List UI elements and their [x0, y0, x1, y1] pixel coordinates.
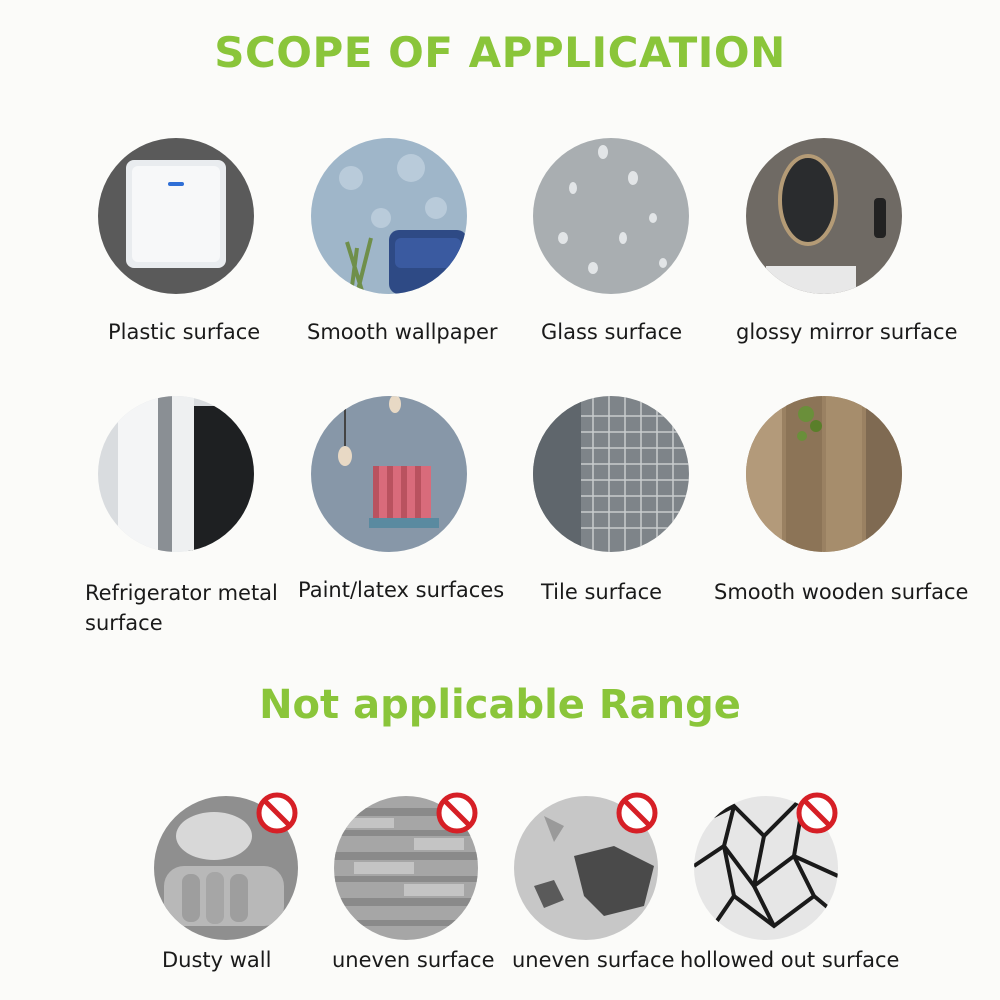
wood-image: [746, 396, 902, 552]
label-mirror: glossy mirror surface: [736, 320, 958, 344]
wallpaper-image: [311, 138, 467, 294]
prohibited-icon: [796, 792, 838, 834]
prohibited-icon: [616, 792, 658, 834]
plastic-switch-image: [98, 138, 254, 294]
prohibited-icon: [436, 792, 478, 834]
not-applicable-title: Not applicable Range: [259, 682, 741, 728]
glass-drops-image: [533, 138, 689, 294]
painted-wall-image: [311, 396, 467, 552]
label-wallpaper: Smooth wallpaper: [307, 320, 498, 344]
label-dusty-wall: Dusty wall: [162, 948, 272, 972]
tile-image: [533, 396, 689, 552]
label-refrigerator: Refrigerator metal surface: [85, 581, 278, 635]
label-glass: Glass surface: [541, 320, 683, 344]
mirror-image: [746, 138, 902, 294]
label-tile: Tile surface: [541, 580, 663, 604]
scope-title: SCOPE OF APPLICATION: [214, 28, 786, 77]
prohibited-icon: [256, 792, 298, 834]
label-hollowed-out: hollowed out surface: [680, 948, 900, 972]
label-uneven-surface-1: uneven surface: [332, 948, 495, 972]
label-uneven-surface-2: uneven surface: [512, 948, 675, 972]
refrigerator-image: [98, 396, 254, 552]
label-paint: Paint/latex surfaces: [298, 578, 505, 602]
label-wood: Smooth wooden surface: [714, 580, 969, 604]
label-plastic: Plastic surface: [108, 320, 261, 344]
